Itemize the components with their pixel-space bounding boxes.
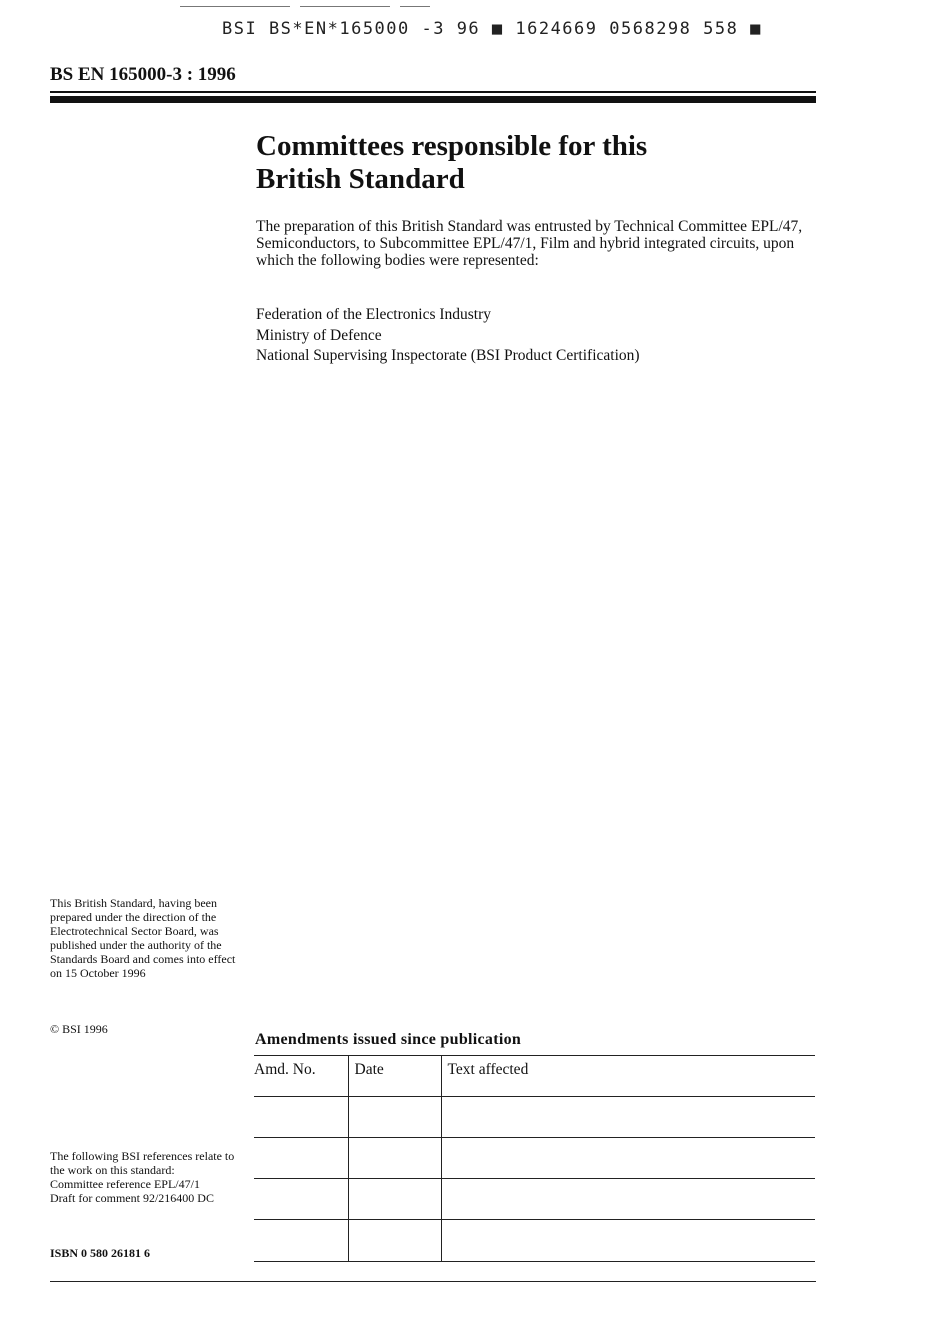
table-cell [441, 1097, 815, 1138]
list-item: Ministry of Defence [256, 326, 382, 344]
column-header-text-affected: Text affected [441, 1056, 815, 1097]
table-cell [441, 1220, 815, 1262]
scan-artifact-line [180, 6, 290, 7]
isbn: ISBN 0 580 26181 6 [50, 1246, 151, 1260]
list-item: National Supervising Inspectorate (BSI Product Certification) [256, 347, 640, 364]
publication-note: This British Standard, having been prepared under the direction of the Electrotechnical Sector Board, was published under the authority of the Standards Board and comes into effect on 15 October 1996 [50, 896, 236, 980]
table-cell [254, 1138, 348, 1179]
intro-paragraph: The preparation of this British Standard was entrusted by Technical Committee EPL/47, Semiconductors, to Subcommittee EPL/47/1, Film and hybrid integrated circuits, upon which the following bodies were represented: [256, 218, 803, 269]
table-row [254, 1138, 815, 1179]
table-cell [254, 1179, 348, 1220]
table-cell [348, 1097, 441, 1138]
list-item: Federation of the Electronics Industry [256, 306, 492, 323]
table-row [254, 1220, 815, 1262]
represented-bodies-list [256, 305, 816, 367]
table-row [254, 1097, 815, 1138]
bsi-references [50, 1149, 250, 1205]
title-line-1: Committees responsible for this [256, 130, 648, 162]
table-header-row [254, 1056, 815, 1097]
table-row [254, 1179, 815, 1220]
column-header-amd-no: Amd. No. [254, 1056, 348, 1097]
table-cell [254, 1220, 348, 1262]
table-cell [254, 1097, 348, 1138]
copyright-notice: © BSI 1996 [50, 1022, 108, 1036]
amendments-title: Amendments issued since publication [255, 1031, 522, 1048]
header-rule-thick [50, 96, 816, 103]
header-rule-thin [50, 91, 816, 93]
footer-rule [50, 1281, 816, 1282]
catalog-code-line: BSI BS*EN*165000 -3 96 ■ 1624669 0568298 558 ■ [222, 19, 762, 39]
scan-artifact-line [400, 6, 430, 7]
column-header-date: Date [348, 1056, 441, 1097]
committee-reference: Committee reference EPL/47/1 [50, 1177, 200, 1191]
draft-reference: Draft for comment 92/216400 DC [50, 1191, 214, 1205]
table-cell [348, 1179, 441, 1220]
table-cell [348, 1220, 441, 1262]
amendments-table [254, 1055, 815, 1262]
title-line-2: British Standard [256, 163, 465, 195]
table-cell [441, 1138, 815, 1179]
scan-artifact-line [300, 6, 390, 7]
page-title [256, 130, 816, 196]
document-id: BS EN 165000-3 : 1996 [50, 64, 236, 85]
refs-intro: The following BSI references relate to the work on this standard: [50, 1149, 235, 1177]
table-cell [348, 1138, 441, 1179]
table-cell [441, 1179, 815, 1220]
